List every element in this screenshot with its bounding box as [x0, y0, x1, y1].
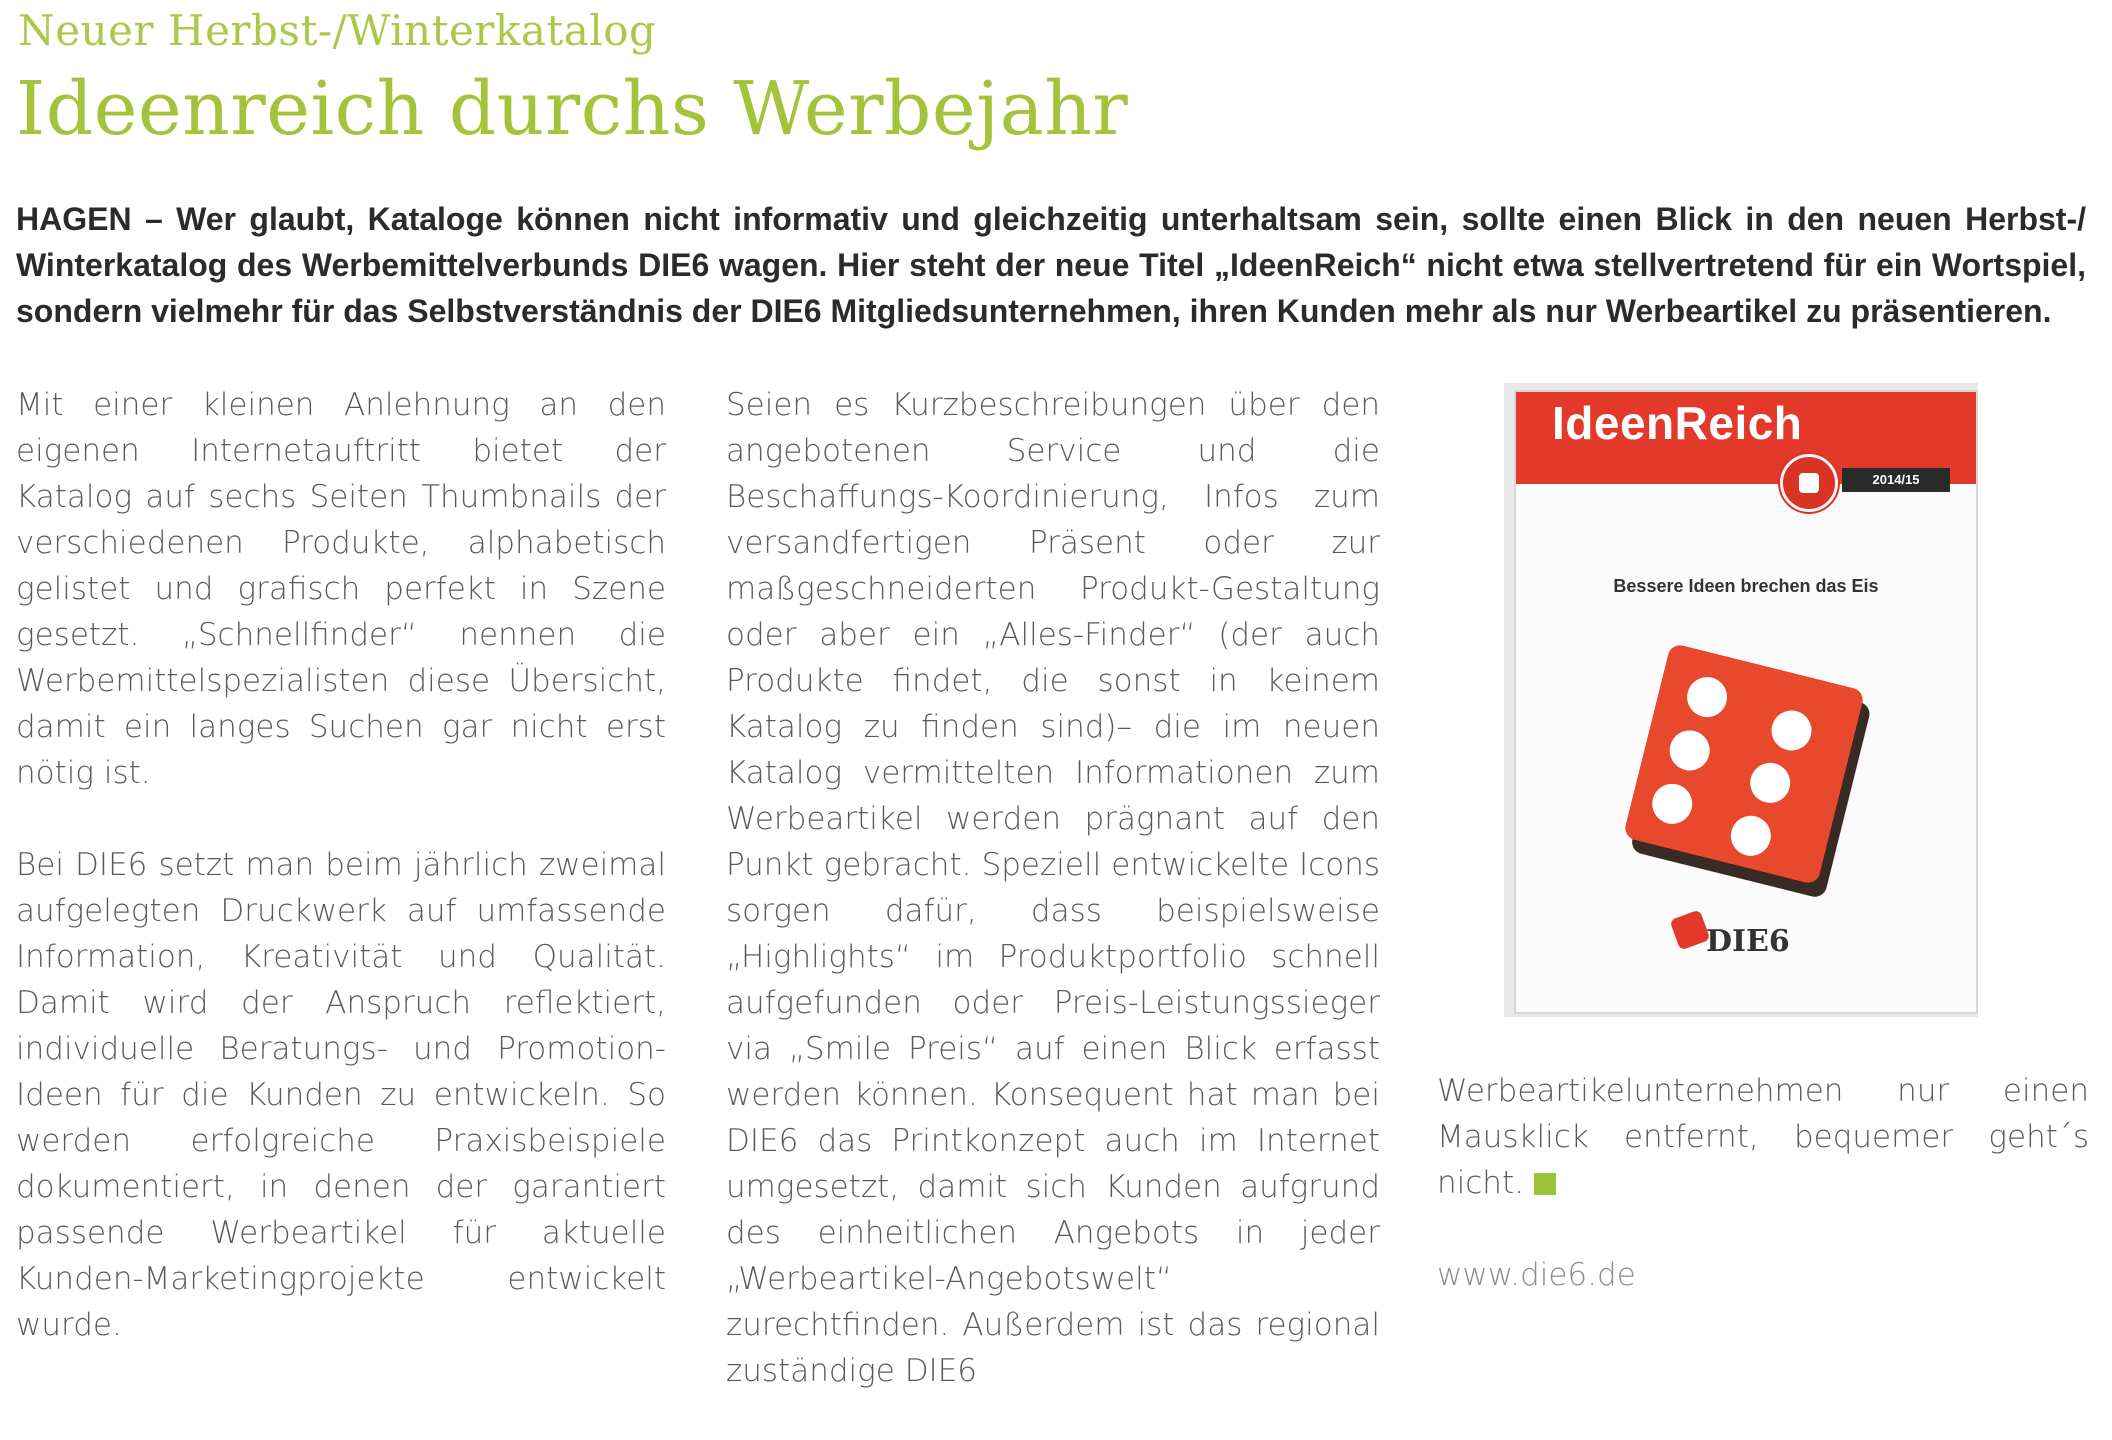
cover-year: 2014/15	[1842, 468, 1950, 492]
cover-logo-text: DIE6	[1706, 924, 1790, 959]
column-3-text: Werbeartikelunternehmen nur einen Mausklick entfernt, bequemer geht´s nicht.	[1437, 1073, 2089, 1201]
end-mark-icon	[1534, 1173, 1556, 1195]
cover-title: IdeenReich	[1552, 397, 1803, 449]
column-2-paragraph-1: Seien es Kurzbeschreibungen über den angebotenen Service und die Beschaffungs-Koordinierung, Infos zum versandfertigen Präsent oder zur maßgeschneiderten Produkt-Gestaltung oder aber ein „Alles-Finder“ (der auch Produkte findet, die sonst in keinem Katalog zu finden sind)– die im neuen Katalog vermittelten Informationen zum Werbeartikel werden prägnant auf den Punkt gebracht. Speziell entwickelte Icons sorgen dafür, dass beispielsweise „Highlights“ im Produktportfolio schnell aufgefunden oder Preis-Leistungssieger via „Smile Preis“ auf einen Blick erfasst werden können. Konsequent hat man bei DIE6 das Printkonzept auch im Internet umgesetzt, damit sich Kunden aufgrund des einheitlichen Angebots in jeder „Werbeartikel-Angebotswelt“ zurechtfinden. Außerdem ist das regional zuständige DIE6	[726, 387, 1380, 1389]
cover-subtitle: Bessere Ideen brechen das Eis	[1613, 576, 1879, 596]
column-2	[726, 382, 1380, 1440]
cover-badge-icon	[1780, 454, 1838, 512]
column-3	[1437, 1068, 2089, 1344]
article-headline: Ideenreich durchs Werbejahr	[16, 66, 1129, 152]
article-kicker: Neuer Herbst-/Winterkatalog	[18, 6, 657, 55]
website-link[interactable]: www.die6.de	[1437, 1257, 1636, 1293]
column-3-paragraph-1	[1437, 1068, 2089, 1206]
column-1-paragraph-2: Bei DIE6 setzt man beim jährlich zweimal aufgelegten Druckwerk auf umfassende Information, Kreativität und Qualität. Damit wird der Anspruch reflektiert, individuelle Beratungs- und Promotion-Ideen für die Kunden zu entwickeln. So werden erfolgreiche Praxisbeispiele dokumentiert, in denen der garantiert passende Werbeartikel für aktuelle Kunden-Marketingprojekte entwickelt wurde.	[16, 847, 666, 1343]
column-1	[16, 382, 666, 1394]
article-lead: HAGEN – Wer glaubt, Kataloge können nicht informativ und gleichzeitig unterhaltsam sein, sollte einen Blick in den neuen Herbst-/ Winterkatalog des Werbemittelverbunds DIE6 wagen. Hier steht der neue Titel „IdeenReich“ nicht etwa stellvertretend für ein Wortspiel, sondern vielmehr für das Selbstverständnis der DIE6 Mitgliedsunternehmen, ihren Kunden mehr als nur Werbeartikel zu präsentieren.	[16, 201, 2086, 329]
die6-logo-icon	[1669, 909, 1710, 950]
dice-icon	[1623, 643, 1865, 885]
catalog-cover-image	[1514, 390, 1978, 1014]
column-1-paragraph-1: Mit einer kleinen Anlehnung an den eigenen Internetauftritt bietet der Katalog auf sechs Seiten Thumbnails der verschiedenen Produkte, alphabetisch gelistet und grafisch perfekt in Szene gesetzt. „Schnellfinder“ nennen die Werbemittelspezialisten diese Übersicht, damit ein langes Suchen gar nicht erst nötig ist.	[16, 387, 666, 791]
